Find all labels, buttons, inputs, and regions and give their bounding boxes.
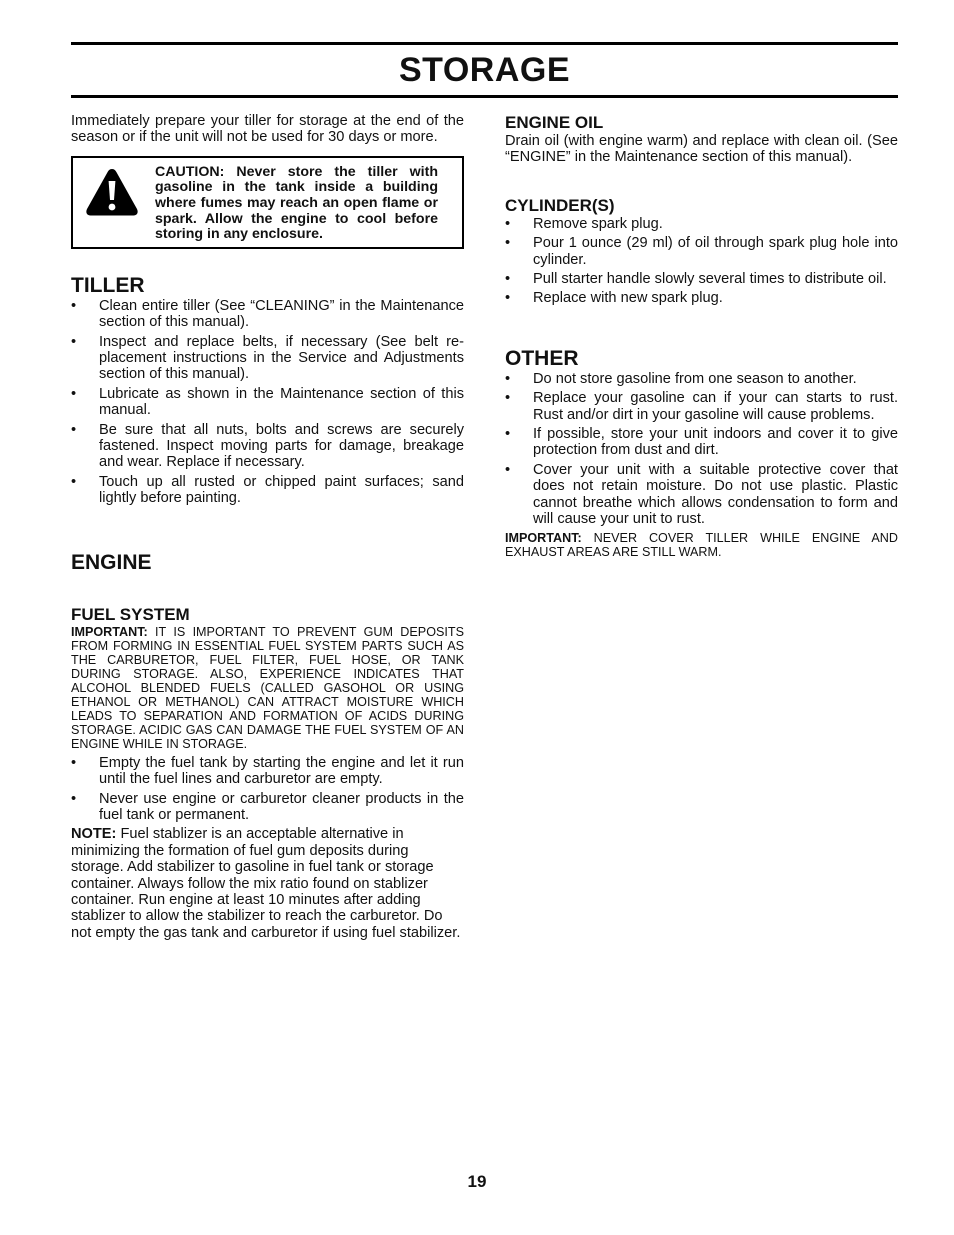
list-item: • Replace with new spark plug. xyxy=(505,290,898,306)
fuel-system-list xyxy=(71,755,464,824)
tiller-list xyxy=(71,298,464,507)
list-item: • Clean entire tiller (See “CLEANING” in the Maintenance section of this manual). xyxy=(71,298,464,331)
note-label: NOTE: xyxy=(71,826,117,843)
caution-text: CAUTION: Never store the tiller with gasoline in the tank inside a building where fumes may reach an open flame or spark. Allow the engine to cool before storing in any enclosure. xyxy=(155,163,438,243)
list-item: • Be sure that all nuts, bolts and screws are securely fastened. Inspect moving parts for damage, breakage and wear. Replace if necessary. xyxy=(71,422,464,471)
important-label: IMPORTANT: xyxy=(505,530,582,545)
list-item: • Empty the fuel tank by starting the engine and let it run until the fuel lines and carburetor are empty. xyxy=(71,755,464,788)
list-item: • Touch up all rusted or chipped paint surfaces; sand lightly before painting. xyxy=(71,474,464,507)
caution-box xyxy=(71,156,464,249)
other-list xyxy=(505,371,898,528)
list-item: • Pull starter handle slowly several times to distribute oil. xyxy=(505,271,898,287)
page-title: STORAGE xyxy=(398,51,570,89)
list-item: • Do not store gasoline from one season to another. xyxy=(505,371,898,387)
intro-paragraph: Immediately prepare your tiller for storage at the end of the season or if the unit will not be used for 30 days or more. xyxy=(71,113,464,146)
fuel-important-paragraph xyxy=(71,625,464,751)
important-text: IT IS IMPORTANT TO PREVENT GUM DEPOSITS FROM FORMING IN ESSENTIAL FUEL SYSTEM PARTS SUCH AS THE CARBURETOR, FUEL FILTER, FUEL HOSE, OR TANK DURING STORAGE. ALSO, EXPERIENCE INDICATES THAT ALCOHOL BLENDED FUELS (CALLED GASOHOL OR USING ETHANOL OR METHANOL) CAN ATTRACT MOISTURE WHICH LEADS TO SEPARATION AND FORMATION OF ACIDS DURING STORAGE. ACIDIC GAS CAN DAMAGE THE FUEL SYSTEM OF AN ENGINE WHILE IN STORAGE. xyxy=(71,624,464,751)
note-text: Fuel stablizer is an acceptable alternative in minimizing the formation of fuel gum deposits during storage. Add stabilizer to gasoline in fuel tank or storage container. Always follow the mix ratio found on stablizer container. Run engine at least 10 minutes after adding stablizer to allow the stabilizer to reach the carburetor. Do not empty the gas tank and carburetor if using fuel stabilizer. xyxy=(71,826,461,941)
list-item: • Remove spark plug. xyxy=(505,216,898,232)
cylinders-list xyxy=(505,216,898,307)
tiller-heading: TILLER xyxy=(71,273,145,297)
fuel-system-heading: FUEL SYSTEM xyxy=(71,604,190,624)
list-item: • Lubricate as shown in the Maintenance section of this manual. xyxy=(71,386,464,419)
engine-heading: ENGINE xyxy=(71,550,152,574)
right-column xyxy=(505,113,898,559)
engine-oil-paragraph: Drain oil (with engine warm) and replace with clean oil. (See “ENGINE” in the Maintenance section of this manual). xyxy=(505,133,898,166)
engine-oil-heading: ENGINE OIL xyxy=(505,113,604,132)
cylinders-heading: CYLINDER(S) xyxy=(505,195,615,215)
list-item: • Pour 1 ounce (29 ml) of oil through spark plug hole into cylinder. xyxy=(505,235,898,268)
page-number: 19 xyxy=(467,1172,487,1191)
list-item: • If possible, store your unit indoors and cover it to give protection from dust and dirt. xyxy=(505,426,898,459)
list-item: • Never use engine or carburetor cleaner products in the fuel tank or permanent. xyxy=(71,791,464,824)
left-column xyxy=(71,113,464,941)
important-text: NEVER COVER TILLER WHILE ENGINE AND EXHAUST AREAS ARE STILL WARM. xyxy=(505,530,898,559)
list-item: • Cover your unit with a suitable protective cover that does not retain moisture. Do not use plastic. Plastic cannot breathe which allows condensation to form and will cause your unit to rust. xyxy=(505,462,898,528)
important-label: IMPORTANT: xyxy=(71,624,148,639)
other-important-paragraph xyxy=(505,531,898,559)
title-rule-top xyxy=(71,42,898,45)
warning-icon xyxy=(84,166,140,218)
list-item: • Replace your gasoline can if your can starts to rust. Rust and/or dirt in your gasoline will cause problems. xyxy=(505,390,898,423)
title-rule-bottom xyxy=(71,95,898,98)
fuel-note-paragraph xyxy=(71,826,464,941)
list-item: • Inspect and replace belts, if necessary (See belt re-placement instructions in the Service and Adjustments section of this manual). xyxy=(71,334,464,383)
other-heading: OTHER xyxy=(505,346,579,370)
